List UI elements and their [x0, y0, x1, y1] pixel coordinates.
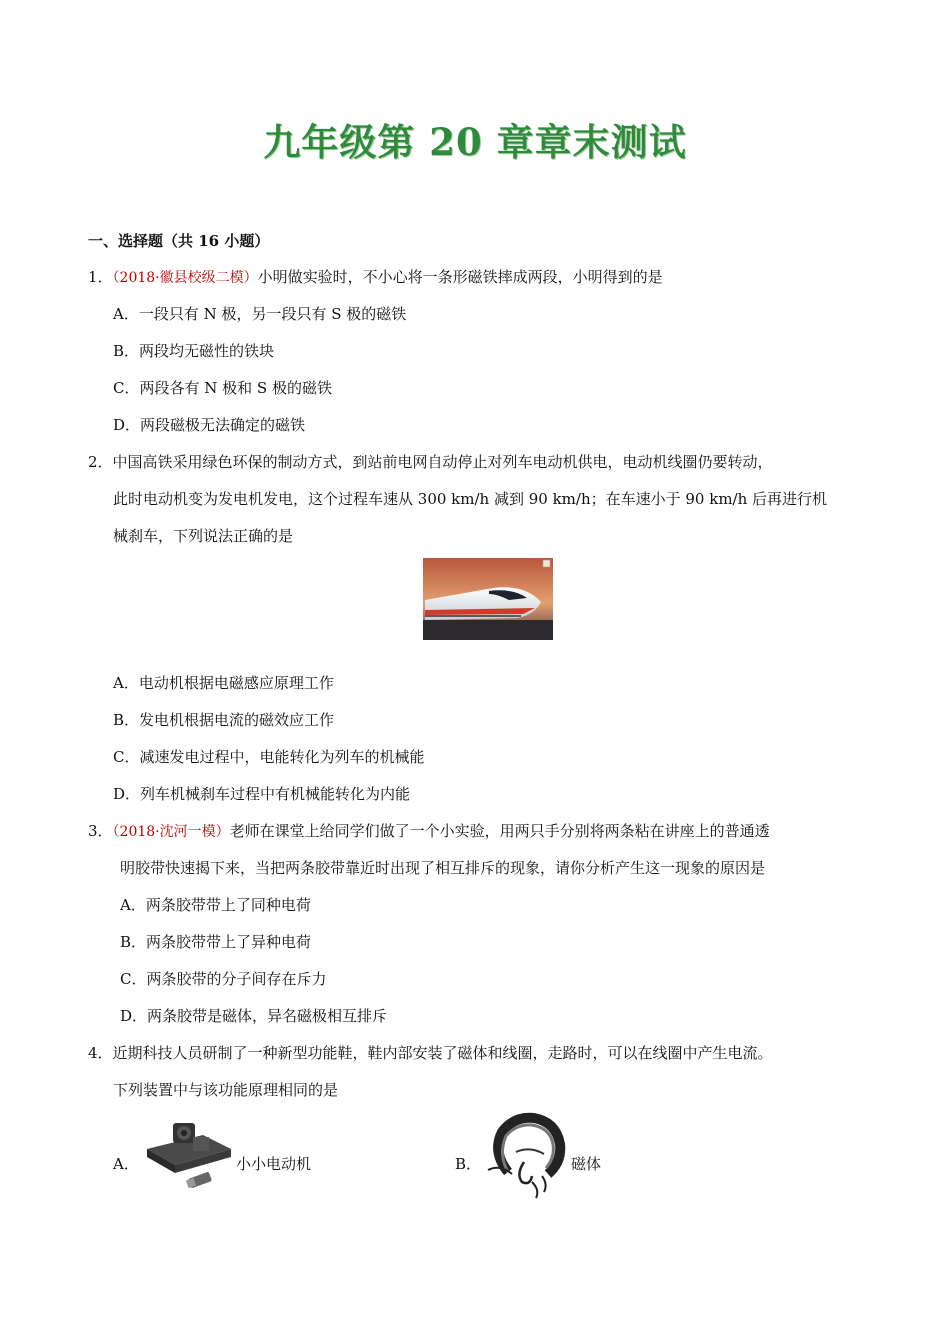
question-source: （2018·徽县校级二模） — [112, 270, 258, 286]
q2-option-b: B．发电机根据电流的磁效应工作 — [113, 711, 335, 729]
question-number: 3． — [88, 822, 113, 840]
train-image — [423, 558, 553, 640]
question-text: 小明做实验时，不小心将一条形磁铁摔成两段，小明得到的是 — [257, 268, 663, 286]
question-1-stem — [88, 267, 663, 288]
q1-option-d: D．两段磁极无法确定的磁铁 — [113, 416, 306, 434]
motor-image — [143, 1115, 233, 1200]
question-text: 老师在课堂上给同学们做了一个小实验，用两只手分别将两条粘在讲座上的普通透 — [229, 822, 770, 840]
q3-option-c: C．两条胶带的分子间存在斥力 — [120, 970, 327, 988]
q3-option-a: A．两条胶带带上了同种电荷 — [120, 896, 311, 914]
q4-option-b-label: 磁体 — [571, 1155, 602, 1173]
page-title: 九年级第 20 章章末测试 — [263, 120, 687, 164]
question-3-stem-line-2: 明胶带快速揭下来，当把两条胶带靠近时出现了相互排斥的现象，请你分析产生这一现象的原因是 — [120, 859, 766, 877]
question-4-stem-line-2: 下列装置中与该功能原理相同的是 — [113, 1081, 339, 1099]
q1-option-c: C．两段各有 N 极和 S 极的磁铁 — [113, 379, 332, 397]
section-heading: 一、选择题（共 16 小题） — [88, 232, 270, 250]
question-2-stem-line-1 — [88, 452, 773, 472]
question-number: 1． — [88, 268, 113, 286]
q2-option-d: D．列车机械刹车过程中有机械能转化为内能 — [113, 785, 411, 803]
question-4-stem-line-1 — [88, 1043, 773, 1063]
question-2-stem-line-3: 械刹车，下列说法正确的是 — [113, 527, 294, 545]
q3-option-d: D．两条胶带是磁体，异名磁极相互排斥 — [120, 1007, 388, 1025]
question-source: （2018·沈河一模） — [112, 824, 230, 840]
question-number: 4． — [88, 1044, 113, 1062]
question-3-stem-line-1 — [88, 821, 770, 842]
q4-option-a-letter: A． — [113, 1155, 139, 1173]
question-2-stem-line-2: 此时电动机变为发电机发电，这个过程车速从 300 km/h 减到 90 km/h；在车速小于 90 km/h 后再进行机 — [113, 490, 828, 508]
q1-option-a: A．一段只有 N 极，另一段只有 S 极的磁铁 — [113, 305, 407, 323]
magnet-coil-image — [486, 1112, 566, 1202]
question-text: 近期科技人员研制了一种新型功能鞋，鞋内部安装了磁体和线圈，走路时，可以在线圈中产生电流。 — [112, 1044, 773, 1062]
question-number: 2． — [88, 453, 113, 471]
q2-option-c: C．减速发电过程中，电能转化为列车的机械能 — [113, 748, 425, 766]
q2-option-a: A．电动机根据电磁感应原理工作 — [113, 674, 334, 692]
q3-option-b: B．两条胶带带上了异种电荷 — [120, 933, 312, 951]
q4-option-b-letter: B． — [455, 1155, 482, 1173]
question-text: 中国高铁采用绿色环保的制动方式，到站前电网自动停止对列车电动机供电，电动机线圈仍要转动， — [112, 453, 773, 471]
q4-option-a-label: 小小电动机 — [236, 1155, 312, 1173]
q1-option-b: B．两段均无磁性的铁块 — [113, 342, 275, 360]
